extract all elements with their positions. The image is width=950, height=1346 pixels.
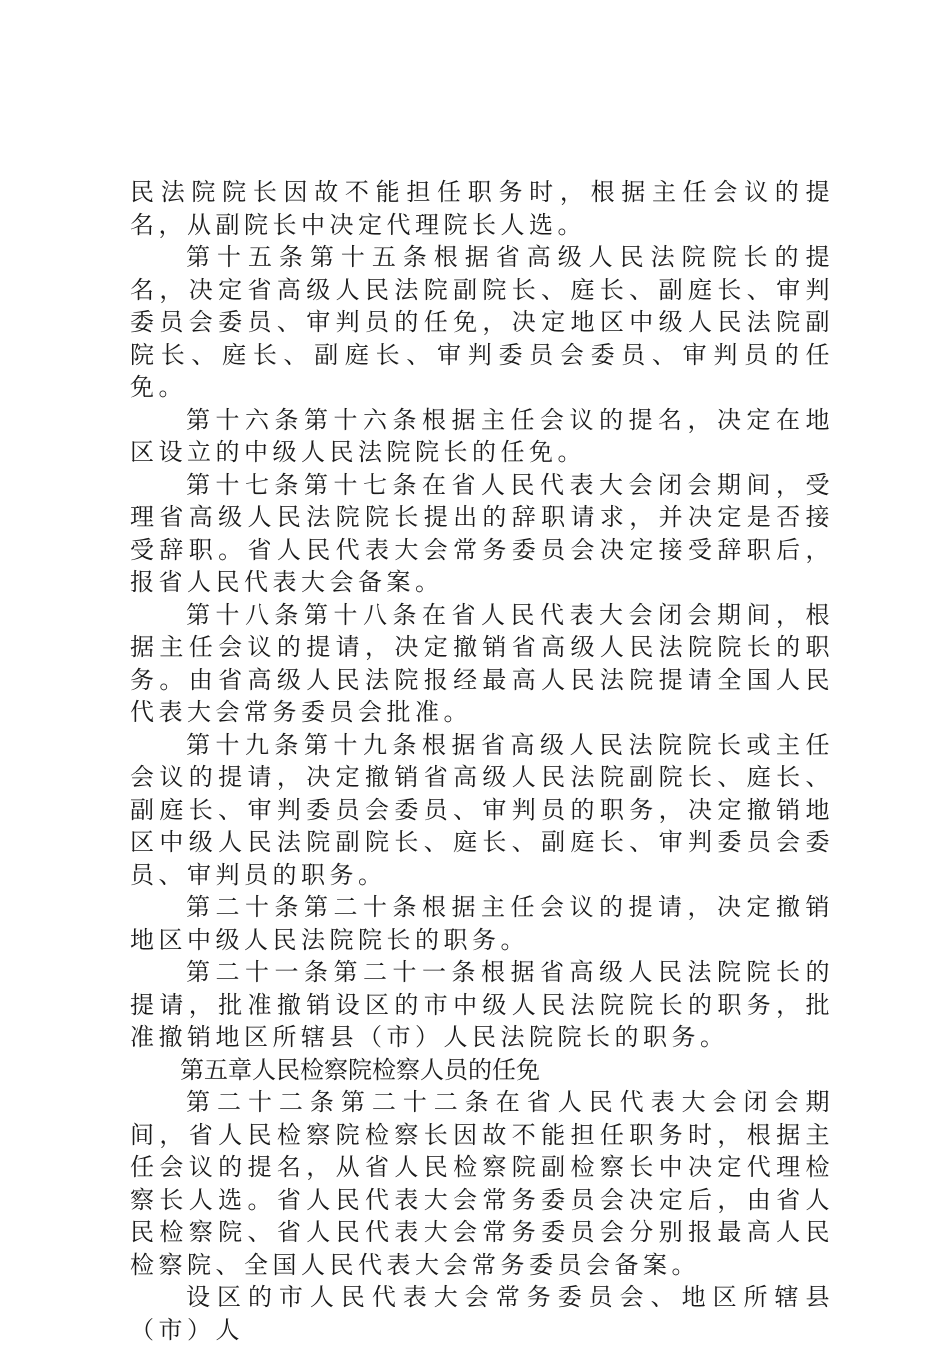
document-body (130, 176, 834, 1346)
paragraph-last: 设区的市人民代表大会常务委员会、地区所辖县（市）人 (130, 1283, 834, 1344)
article-16: 第十六条第十六条根据主任会议的提名，决定在地区设立的中级人民法院院长的任免。 (130, 405, 834, 466)
chapter-5-heading: 第五章人民检察院检察人员的任免 (180, 1055, 540, 1084)
article-20: 第二十条第二十条根据主任会议的提请，决定撤销地区中级人民法院院长的职务。 (130, 893, 834, 954)
article-18: 第十八条第十八条在省人民代表大会闭会期间，根据主任会议的提请，决定撤销省高级人民法院院长的职务。由省高级人民法院报经最高人民法院提请全国人民代表大会常务委员会批准。 (130, 600, 834, 726)
article-15: 第十五条第十五条根据省高级人民法院院长的提名，决定省高级人民法院副院长、庭长、副庭长、审判委员会委员、审判员的任免，决定地区中级人民法院副院长、庭长、副庭长、审判委员会委员、审判员的任免。 (130, 243, 834, 401)
article-19: 第十九条第十九条根据省高级人民法院院长或主任会议的提请，决定撤销省高级人民法院副院长、庭长、副庭长、审判委员会委员、审判员的职务，决定撤销地区中级人民法院副院长、庭长、副庭长、审判委员会委员、审判员的职务。 (130, 730, 834, 889)
paragraph-continued: 民法院院长因故不能担任职务时，根据主任会议的提名，从副院长中决定代理院长人选。 (130, 178, 834, 239)
article-21: 第二十一条第二十一条根据省高级人民法院院长的提请，批准撤销设区的市中级人民法院院长的职务，批准撤销地区所辖县（市）人民法院院长的职务。 (130, 958, 834, 1051)
article-22: 第二十二条第二十二条在省人民代表大会闭会期间，省人民检察院检察长因故不能担任职务时，根据主任会议的提名，从省人民检察院副检察长中决定代理检察长人选。省人民代表大会常务委员会决定后，由省人民检察院、省人民代表大会常务委员会分别报最高人民检察院、全国人民代表大会常务委员会备案。 (130, 1088, 834, 1279)
article-17: 第十七条第十七条在省人民代表大会闭会期间，受理省高级人民法院院长提出的辞职请求，并决定是否接受辞职。省人民代表大会常务委员会决定接受辞职后，报省人民代表大会备案。 (130, 470, 834, 596)
